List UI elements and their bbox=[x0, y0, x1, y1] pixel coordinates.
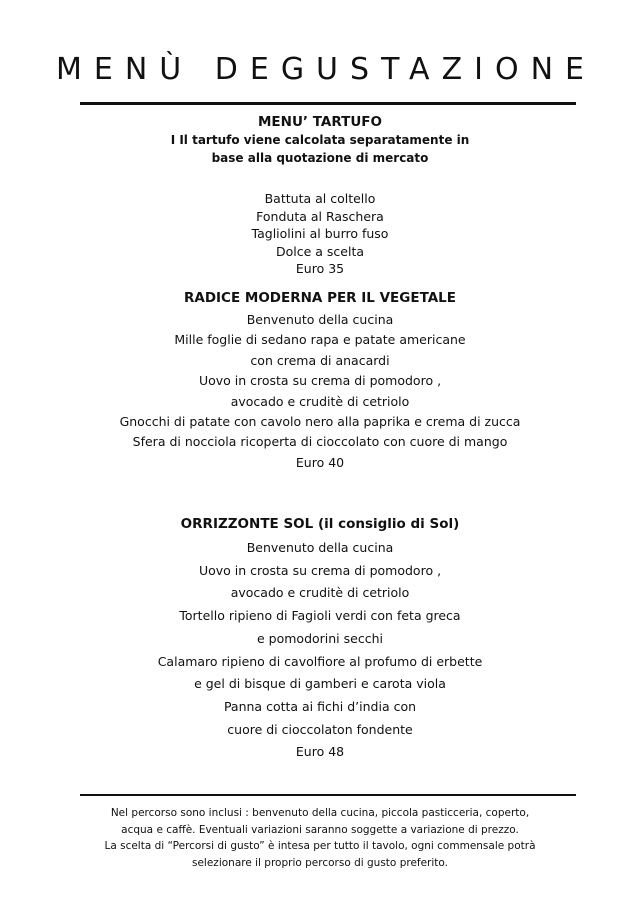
footer-notes bbox=[64, 805, 576, 871]
menu-item: e gel di bisque di gamberi e carota viola bbox=[194, 676, 446, 692]
menu-item: Benvenuto della cucina bbox=[246, 312, 394, 327]
page-title: MENÙ DEGUSTAZIONE bbox=[55, 52, 596, 87]
menu-price: Euro 35 bbox=[295, 261, 345, 276]
menu-item: e pomodorini secchi bbox=[257, 630, 383, 646]
section-note-line: I Il tartufo viene calcolata separatamente in bbox=[170, 133, 470, 147]
menu-item: Uovo in crosta su crema di pomodoro , bbox=[198, 373, 442, 389]
footer-line: acqua e caffè. Eventuali variazioni saranno soggette a variazione di prezzo. bbox=[121, 823, 519, 836]
menu-item: Benvenuto della cucina bbox=[246, 540, 394, 555]
menu-item: Tortello ripieno di Fagioli verdi con feta greca bbox=[179, 608, 461, 624]
section-menu-tartufo bbox=[0, 113, 640, 278]
section-orrizzonte-sol bbox=[0, 515, 640, 764]
section-title: MENU’ TARTUFO bbox=[257, 114, 382, 130]
menu-item: con crema di anacardi bbox=[250, 352, 390, 368]
footer-line: Nel percorso sono inclusi : benvenuto della cucina, piccola pasticceria, coperto, bbox=[110, 807, 530, 819]
bottom-divider bbox=[80, 794, 576, 796]
section-note-line: base alla quotazione di mercato bbox=[211, 151, 429, 165]
menu-item: Calamaro ripieno di cavolfiore al profumo di erbette bbox=[157, 653, 483, 669]
menu-item: Panna cotta ai fichi d’india con bbox=[223, 698, 417, 714]
section-title: ORRIZZONTE SOL (il consiglio di Sol) bbox=[180, 516, 460, 532]
menu-item: avocado e cruditè di cetriolo bbox=[230, 393, 410, 409]
menu-price: Euro 40 bbox=[295, 454, 345, 470]
menu-item-list bbox=[0, 537, 640, 764]
menu-item: Mille foglie di sedano rapa e patate americane bbox=[174, 332, 466, 348]
menu-item: avocado e cruditè di cetriolo bbox=[230, 585, 410, 601]
menu-item: Uovo in crosta su crema di pomodoro , bbox=[198, 562, 442, 578]
footer-line: La scelta di “Percorsi di gusto” è intesa per tutto il tavolo, ogni commensale potrà bbox=[104, 840, 536, 852]
menu-item: Dolce a scelta bbox=[275, 243, 365, 259]
section-title: RADICE MODERNA PER IL VEGETALE bbox=[183, 290, 457, 306]
section-radice-moderna bbox=[0, 289, 640, 473]
top-divider bbox=[80, 102, 576, 105]
menu-item: Tagliolini al burro fuso bbox=[251, 226, 389, 241]
menu-item: Battuta al coltello bbox=[264, 191, 376, 206]
menu-item-list bbox=[0, 190, 640, 278]
menu-item: cuore di cioccolaton fondente bbox=[227, 721, 413, 737]
menu-item-list bbox=[0, 310, 640, 473]
menu-item: Gnocchi di patate con cavolo nero alla paprika e crema di zucca bbox=[119, 414, 521, 430]
menu-item: Fonduta al Raschera bbox=[256, 208, 384, 224]
menu-item: Sfera di nocciola ricoperta di cioccolato con cuore di mango bbox=[132, 434, 508, 450]
footer-line: selezionare il proprio percorso di gusto preferito. bbox=[192, 856, 448, 869]
menu-price: Euro 48 bbox=[295, 744, 345, 760]
